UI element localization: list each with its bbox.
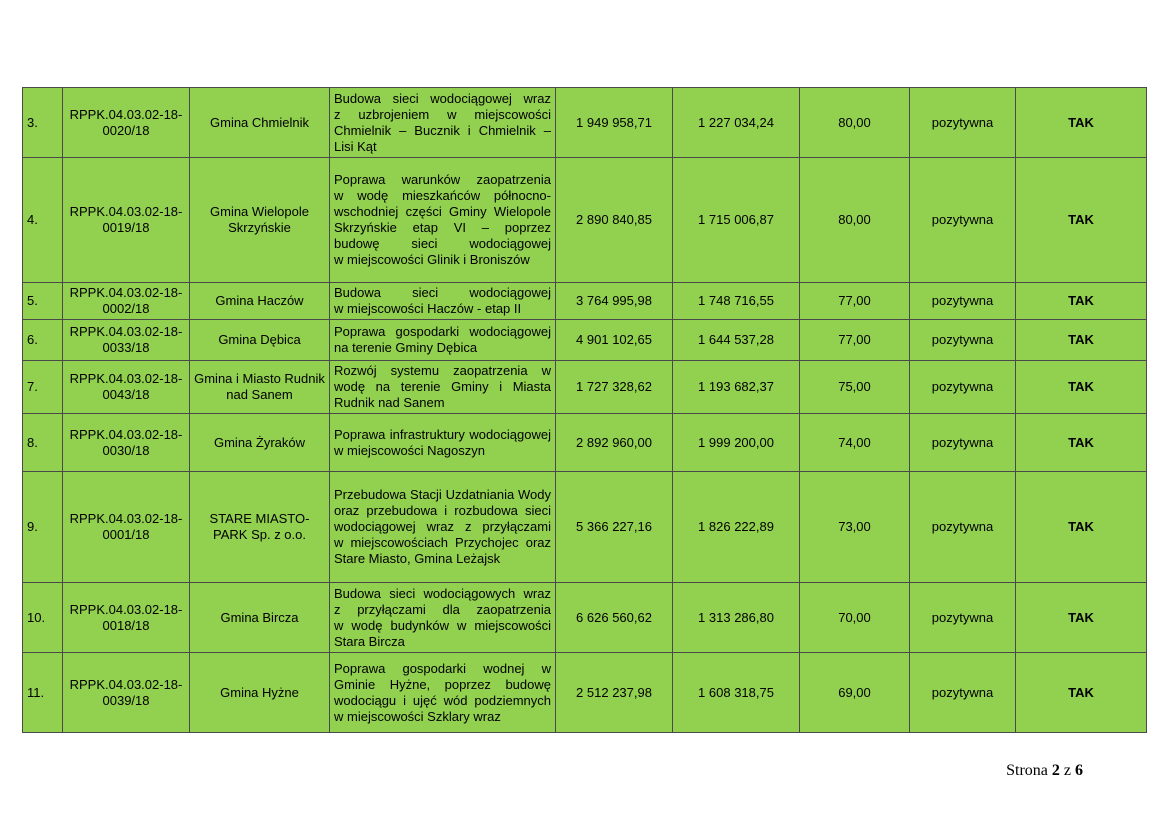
cell-funding-amount: 1 999 200,00 [673, 414, 800, 472]
cell-row-number: 10. [23, 583, 63, 653]
cell-selected-flag: TAK [1016, 88, 1147, 158]
cell-assessment: pozytywna [910, 88, 1016, 158]
cell-row-number: 9. [23, 472, 63, 583]
cell-score: 74,00 [800, 414, 910, 472]
cell-row-number: 3. [23, 88, 63, 158]
table-row [23, 320, 1147, 361]
cell-selected-flag: TAK [1016, 158, 1147, 283]
cell-funding-amount: 1 193 682,37 [673, 361, 800, 414]
page-footer [1006, 762, 1083, 780]
cell-project-title: Budowa sieci wodociągowej wraz z uzbrojeniem w miejscowości Chmielnik – Bucznik i Chmielnik – Lisi Kąt [330, 88, 556, 158]
table-row [23, 283, 1147, 320]
cell-selected-flag: TAK [1016, 583, 1147, 653]
cell-project-title: Budowa sieci wodociągowych wraz z przyłączami dla zaopatrzenia w wodę budynków w miejscowości Stara Bircza [330, 583, 556, 653]
cell-application-code: RPPK.04.03.02-18-0043/18 [63, 361, 190, 414]
cell-score: 80,00 [800, 158, 910, 283]
cell-applicant-name: STARE MIASTO-PARK Sp. z o.o. [190, 472, 330, 583]
cell-applicant-name: Gmina i Miasto Rudnik nad Sanem [190, 361, 330, 414]
cell-row-number: 8. [23, 414, 63, 472]
cell-applicant-name: Gmina Chmielnik [190, 88, 330, 158]
cell-score: 73,00 [800, 472, 910, 583]
cell-application-code: RPPK.04.03.02-18-0020/18 [63, 88, 190, 158]
table-row [23, 158, 1147, 283]
projects-table [22, 87, 1147, 733]
cell-assessment: pozytywna [910, 583, 1016, 653]
cell-row-number: 11. [23, 653, 63, 733]
table-row [23, 361, 1147, 414]
cell-funding-amount: 1 313 286,80 [673, 583, 800, 653]
cell-row-number: 6. [23, 320, 63, 361]
cell-assessment: pozytywna [910, 414, 1016, 472]
cell-application-code: RPPK.04.03.02-18-0019/18 [63, 158, 190, 283]
cell-assessment: pozytywna [910, 158, 1016, 283]
cell-selected-flag: TAK [1016, 472, 1147, 583]
cell-application-code: RPPK.04.03.02-18-0033/18 [63, 320, 190, 361]
cell-funding-amount: 1 227 034,24 [673, 88, 800, 158]
cell-funding-amount: 1 826 222,89 [673, 472, 800, 583]
cell-application-code: RPPK.04.03.02-18-0002/18 [63, 283, 190, 320]
cell-assessment: pozytywna [910, 472, 1016, 583]
cell-applicant-name: Gmina Dębica [190, 320, 330, 361]
cell-application-code: RPPK.04.03.02-18-0030/18 [63, 414, 190, 472]
cell-selected-flag: TAK [1016, 653, 1147, 733]
cell-score: 75,00 [800, 361, 910, 414]
cell-selected-flag: TAK [1016, 414, 1147, 472]
cell-applicant-name: Gmina Hyżne [190, 653, 330, 733]
footer-of-word: z [1063, 762, 1071, 779]
cell-selected-flag: TAK [1016, 361, 1147, 414]
cell-application-code: RPPK.04.03.02-18-0018/18 [63, 583, 190, 653]
cell-project-title: Budowa sieci wodociągowej w miejscowości Haczów - etap II [330, 283, 556, 320]
cell-row-number: 7. [23, 361, 63, 414]
cell-assessment: pozytywna [910, 361, 1016, 414]
cell-score: 77,00 [800, 283, 910, 320]
cell-applicant-name: Gmina Haczów [190, 283, 330, 320]
cell-total-value: 1 727 328,62 [556, 361, 673, 414]
cell-total-value: 5 366 227,16 [556, 472, 673, 583]
cell-project-title: Poprawa gospodarki wodnej w Gminie Hyżne, poprzez budowę wodociągu i ujęć wód podziemnych w miejscowości Szklary wraz [330, 653, 556, 733]
cell-funding-amount: 1 644 537,28 [673, 320, 800, 361]
table-row [23, 653, 1147, 733]
cell-total-value: 1 949 958,71 [556, 88, 673, 158]
cell-selected-flag: TAK [1016, 320, 1147, 361]
cell-assessment: pozytywna [910, 283, 1016, 320]
cell-funding-amount: 1 608 318,75 [673, 653, 800, 733]
cell-application-code: RPPK.04.03.02-18-0001/18 [63, 472, 190, 583]
cell-total-value: 2 892 960,00 [556, 414, 673, 472]
cell-applicant-name: Gmina Bircza [190, 583, 330, 653]
footer-label: Strona [1006, 762, 1048, 779]
cell-total-value: 2 890 840,85 [556, 158, 673, 283]
cell-project-title: Przebudowa Stacji Uzdatniania Wody oraz przebudowa i rozbudowa sieci wodociągowej wraz z przyłączami w miejscowościach Przychojec oraz Stare Miasto, Gmina Leżajsk [330, 472, 556, 583]
cell-score: 80,00 [800, 88, 910, 158]
table-body [23, 88, 1147, 733]
cell-project-title: Poprawa gospodarki wodociągowej na terenie Gminy Dębica [330, 320, 556, 361]
footer-total-pages: 6 [1075, 762, 1083, 779]
table-row [23, 88, 1147, 158]
cell-funding-amount: 1 715 006,87 [673, 158, 800, 283]
cell-selected-flag: TAK [1016, 283, 1147, 320]
cell-project-title: Rozwój systemu zaopatrzenia w wodę na terenie Gminy i Miasta Rudnik nad Sanem [330, 361, 556, 414]
footer-page-number: 2 [1051, 762, 1060, 779]
cell-project-title: Poprawa warunków zaopatrzenia w wodę mieszkańców północno-wschodniej części Gminy Wielopole Skrzyńskie etap VI – poprzez budowę sieci wodociągowej w miejscowości Glinik i Broniszów [330, 158, 556, 283]
cell-applicant-name: Gmina Wielopole Skrzyńskie [190, 158, 330, 283]
cell-score: 70,00 [800, 583, 910, 653]
cell-assessment: pozytywna [910, 653, 1016, 733]
cell-application-code: RPPK.04.03.02-18-0039/18 [63, 653, 190, 733]
cell-applicant-name: Gmina Żyraków [190, 414, 330, 472]
cell-total-value: 6 626 560,62 [556, 583, 673, 653]
cell-total-value: 3 764 995,98 [556, 283, 673, 320]
cell-funding-amount: 1 748 716,55 [673, 283, 800, 320]
cell-score: 69,00 [800, 653, 910, 733]
cell-total-value: 2 512 237,98 [556, 653, 673, 733]
cell-row-number: 5. [23, 283, 63, 320]
cell-score: 77,00 [800, 320, 910, 361]
cell-assessment: pozytywna [910, 320, 1016, 361]
cell-project-title: Poprawa infrastruktury wodociągowej w miejscowości Nagoszyn [330, 414, 556, 472]
cell-row-number: 4. [23, 158, 63, 283]
table-row [23, 472, 1147, 583]
cell-total-value: 4 901 102,65 [556, 320, 673, 361]
table-row [23, 414, 1147, 472]
table-row [23, 583, 1147, 653]
